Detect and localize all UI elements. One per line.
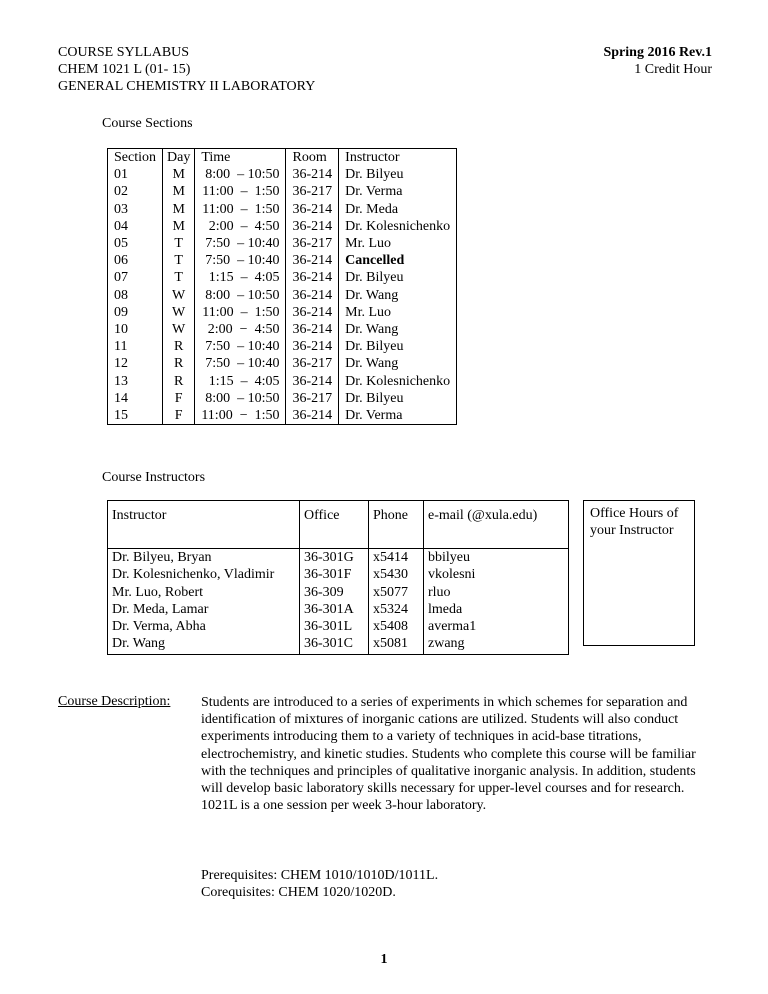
cell-section: 13 xyxy=(108,373,163,390)
cell-room: 36-217 xyxy=(286,235,339,252)
cell-phone: x5430 xyxy=(369,566,424,583)
cell-time: 1:15 – 4:05 xyxy=(195,373,286,390)
sections-header-row xyxy=(108,149,457,167)
cell-name: Dr. Wang xyxy=(108,635,300,655)
cell-room: 36-214 xyxy=(286,218,339,235)
cell-name: Dr. Verma, Abha xyxy=(108,618,300,635)
cell-room: 36-214 xyxy=(286,304,339,321)
instructors-header-row xyxy=(108,501,569,549)
cell-time: 7:50 – 10:40 xyxy=(195,235,286,252)
cell-section: 05 xyxy=(108,235,163,252)
cell-instructor: Dr. Meda xyxy=(339,201,457,218)
cell-email: averma1 xyxy=(424,618,569,635)
table-row xyxy=(108,618,569,635)
office-hours-label: Office Hours of your Instructor xyxy=(590,506,679,538)
cell-instructor: Cancelled xyxy=(339,252,457,269)
table-row xyxy=(108,269,457,286)
table-row xyxy=(108,601,569,618)
table-row xyxy=(108,407,457,425)
cell-instructor: Dr. Verma xyxy=(339,183,457,200)
table-row xyxy=(108,584,569,601)
table-row xyxy=(108,338,457,355)
cell-section: 03 xyxy=(108,201,163,218)
col-header-email: e-mail (@xula.edu) xyxy=(424,501,569,549)
cell-time: 7:50 – 10:40 xyxy=(195,338,286,355)
cell-day: R xyxy=(163,373,195,390)
cell-day: F xyxy=(163,407,195,425)
cell-day: M xyxy=(163,201,195,218)
cell-time: 7:50 – 10:40 xyxy=(195,355,286,372)
cell-name: Dr. Meda, Lamar xyxy=(108,601,300,618)
table-row xyxy=(108,355,457,372)
cell-email: zwang xyxy=(424,635,569,655)
page-number: 1 xyxy=(380,952,388,967)
cell-day: W xyxy=(163,287,195,304)
credit-hours: 1 Credit Hour xyxy=(634,62,712,77)
cell-time: 2:00 − 4:50 xyxy=(195,321,286,338)
cell-day: T xyxy=(163,235,195,252)
cell-section: 14 xyxy=(108,390,163,407)
cell-phone: x5324 xyxy=(369,601,424,618)
col-header-section: Section xyxy=(108,149,163,167)
course-instructors-title: Course Instructors xyxy=(102,470,206,485)
cell-instructor: Dr. Bilyeu xyxy=(339,166,457,183)
cell-instructor: Dr. Kolesnichenko xyxy=(339,373,457,390)
cell-time: 11:00 − 1:50 xyxy=(195,407,286,425)
course-description-text: Students are introduced to a series of experiments in which schemes for separation and identification of mixtures of inorganic cations are utilized. Students will also conduct experiments introducing them to a variety of techniques in acid-base titrations, electrochemistry, and kinetic studies. Students who complete this course will be familiar with the techniques and principles of qualitative inorganic analysis. In addition, students will develop basic laboratory skills necessary for upper-level courses and for research. 1021L is a one session per week 3-hour laboratory. xyxy=(201,695,696,814)
cell-section: 11 xyxy=(108,338,163,355)
cell-instructor: Dr. Wang xyxy=(339,355,457,372)
cell-section: 02 xyxy=(108,183,163,200)
col-header-office: Office xyxy=(300,501,369,549)
table-row xyxy=(108,183,457,200)
cell-phone: x5081 xyxy=(369,635,424,655)
cell-day: R xyxy=(163,338,195,355)
cell-office: 36-301G xyxy=(300,549,369,567)
cell-email: lmeda xyxy=(424,601,569,618)
semester-revision: Spring 2016 Rev.1 xyxy=(603,45,712,60)
cell-room: 36-214 xyxy=(286,338,339,355)
cell-instructor: Dr. Bilyeu xyxy=(339,390,457,407)
table-row xyxy=(108,218,457,235)
header-left xyxy=(58,44,315,95)
cell-name: Dr. Kolesnichenko, Vladimir xyxy=(108,566,300,583)
col-header-instructor: Instructor xyxy=(339,149,457,167)
cell-day: M xyxy=(163,218,195,235)
cell-instructor: Dr. Bilyeu xyxy=(339,338,457,355)
table-row xyxy=(108,287,457,304)
cell-time: 7:50 – 10:40 xyxy=(195,252,286,269)
cell-room: 36-214 xyxy=(286,166,339,183)
cell-office: 36-301A xyxy=(300,601,369,618)
table-row xyxy=(108,235,457,252)
course-instructors-table xyxy=(107,500,569,655)
cell-room: 36-214 xyxy=(286,269,339,286)
cell-day: T xyxy=(163,269,195,286)
col-header-instructor-name: Instructor xyxy=(108,501,300,549)
course-description-label: Course Description: xyxy=(58,694,171,709)
cell-room: 36-217 xyxy=(286,183,339,200)
prerequisites-text: Prerequisites: CHEM 1010/1010D/1011L. xyxy=(201,868,439,883)
cell-time: 8:00 – 10:50 xyxy=(195,390,286,407)
cell-instructor: Dr. Wang xyxy=(339,321,457,338)
table-row xyxy=(108,201,457,218)
cell-office: 36-301C xyxy=(300,635,369,655)
cell-time: 11:00 – 1:50 xyxy=(195,201,286,218)
corequisites-text: Corequisites: CHEM 1020/1020D. xyxy=(201,885,396,901)
table-row xyxy=(108,304,457,321)
col-header-time: Time xyxy=(195,149,286,167)
cell-day: W xyxy=(163,304,195,321)
office-hours-box xyxy=(583,500,695,646)
cell-time: 2:00 – 4:50 xyxy=(195,218,286,235)
cell-day: W xyxy=(163,321,195,338)
cell-room: 36-214 xyxy=(286,321,339,338)
table-row xyxy=(108,566,569,583)
header-line-title: COURSE SYLLABUS xyxy=(58,45,190,60)
cell-instructor: Dr. Wang xyxy=(339,287,457,304)
cell-section: 10 xyxy=(108,321,163,338)
cell-section: 09 xyxy=(108,304,163,321)
cell-day: M xyxy=(163,166,195,183)
table-row xyxy=(108,549,569,567)
cell-time: 11:00 – 1:50 xyxy=(195,304,286,321)
cell-time: 8:00 – 10:50 xyxy=(195,166,286,183)
table-row xyxy=(108,166,457,183)
cell-section: 01 xyxy=(108,166,163,183)
cell-room: 36-214 xyxy=(286,407,339,425)
cell-room: 36-214 xyxy=(286,252,339,269)
cell-instructor: Dr. Verma xyxy=(339,407,457,425)
table-row xyxy=(108,390,457,407)
cell-phone: x5408 xyxy=(369,618,424,635)
cell-room: 36-217 xyxy=(286,355,339,372)
cell-day: F xyxy=(163,390,195,407)
cell-office: 36-301F xyxy=(300,566,369,583)
cell-name: Mr. Luo, Robert xyxy=(108,584,300,601)
cell-room: 36-214 xyxy=(286,373,339,390)
cell-phone: x5077 xyxy=(369,584,424,601)
cell-time: 11:00 – 1:50 xyxy=(195,183,286,200)
cell-section: 12 xyxy=(108,355,163,372)
cell-instructor: Dr. Bilyeu xyxy=(339,269,457,286)
header-line-name: GENERAL CHEMISTRY II LABORATORY xyxy=(58,79,316,94)
header-right xyxy=(603,44,712,78)
table-row xyxy=(108,252,457,269)
cell-instructor: Mr. Luo xyxy=(339,235,457,252)
cell-section: 15 xyxy=(108,407,163,425)
cell-room: 36-214 xyxy=(286,201,339,218)
cell-phone: x5414 xyxy=(369,549,424,567)
cell-section: 06 xyxy=(108,252,163,269)
table-row xyxy=(108,321,457,338)
cell-email: rluo xyxy=(424,584,569,601)
cell-day: T xyxy=(163,252,195,269)
cell-section: 07 xyxy=(108,269,163,286)
cell-instructor: Dr. Kolesnichenko xyxy=(339,218,457,235)
cell-office: 36-309 xyxy=(300,584,369,601)
cell-name: Dr. Bilyeu, Bryan xyxy=(108,549,300,567)
cell-office: 36-301L xyxy=(300,618,369,635)
table-row xyxy=(108,635,569,655)
cell-email: bbilyeu xyxy=(424,549,569,567)
col-header-day: Day xyxy=(163,149,195,167)
requisites xyxy=(201,867,438,901)
cell-section: 04 xyxy=(108,218,163,235)
cell-time: 1:15 – 4:05 xyxy=(195,269,286,286)
col-header-room: Room xyxy=(286,149,339,167)
cell-section: 08 xyxy=(108,287,163,304)
cell-room: 36-217 xyxy=(286,390,339,407)
course-sections-title: Course Sections xyxy=(102,116,193,131)
col-header-phone: Phone xyxy=(369,501,424,549)
cell-room: 36-214 xyxy=(286,287,339,304)
table-row xyxy=(108,373,457,390)
cell-time: 8:00 – 10:50 xyxy=(195,287,286,304)
cell-email: vkolesni xyxy=(424,566,569,583)
header-line-course: CHEM 1021 L (01- 15) xyxy=(58,62,191,77)
cell-day: M xyxy=(163,183,195,200)
cell-day: R xyxy=(163,355,195,372)
cell-instructor: Mr. Luo xyxy=(339,304,457,321)
course-sections-table xyxy=(107,148,457,425)
